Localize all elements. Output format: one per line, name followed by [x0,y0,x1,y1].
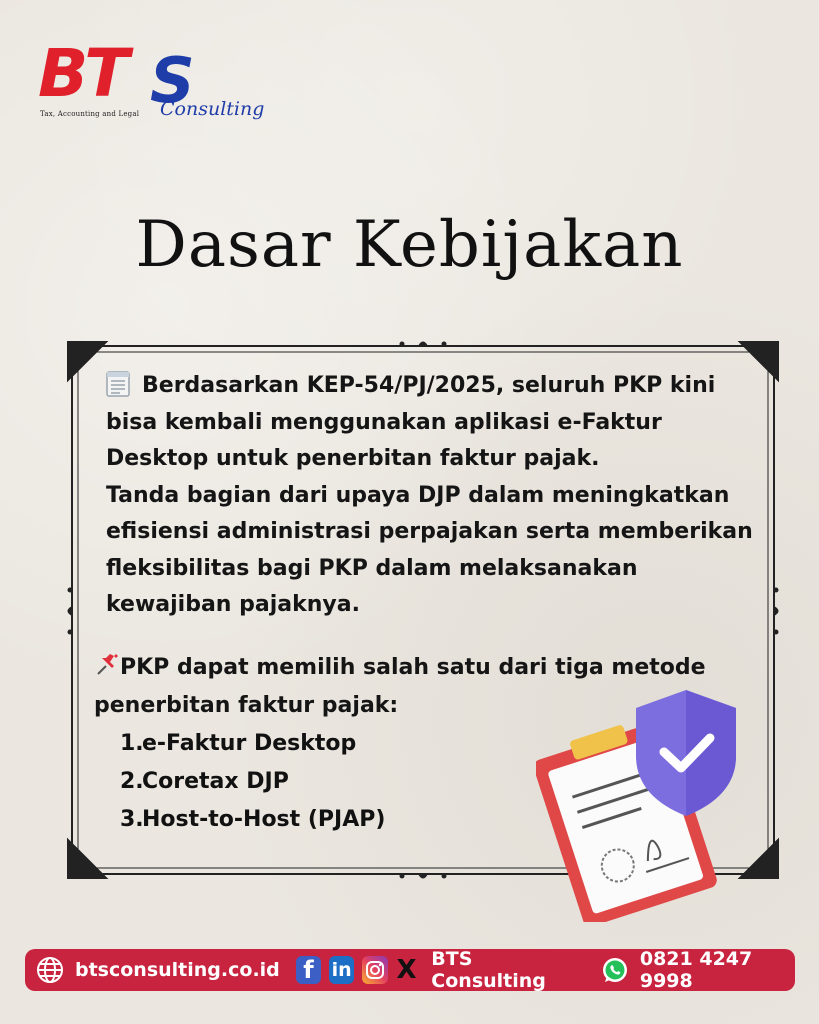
whatsapp-icon[interactable] [600,955,630,985]
linkedin-icon[interactable]: in [329,956,354,984]
instagram-icon[interactable] [362,956,387,984]
pushpin-icon [94,652,120,678]
methods-list [120,725,385,839]
svg-text:S: S [150,44,195,117]
page-title: Dasar Kebijakan [135,208,684,282]
brand-name: BTS Consulting [431,948,546,992]
list-item: 1. e-Faktur Desktop [120,731,357,756]
phone-number[interactable]: 0821 4247 9998 [639,948,753,992]
website-link[interactable]: btsconsulting.co.id [75,959,280,981]
globe-icon [35,955,65,985]
memo-icon [106,371,130,397]
list-item: 2. Coretax DJP [120,769,289,794]
paragraph1-text: Berdasarkan KEP-54/PJ/2025, seluruh PKP kini bisa kembali menggunakan aplikasi e-Faktur Desktop untuk penerbitan faktur pajak. [106,373,716,471]
x-icon[interactable]: X [396,955,417,985]
clipboard-shield-illustration [536,686,746,922]
paragraph1-text2: Tanda bagian dari upaya DJP dalam meningkatkan efisiensi administrasi perpajakan serta memberikan fleksibilitas bagi PKP dalam melaksanakan kewajiban pajaknya. [106,482,753,617]
logo-subtitle: Consulting [160,98,265,120]
facebook-icon[interactable]: f [296,956,321,984]
list-item: 3. Host-to-Host (PJAP) [120,807,386,832]
logo-tagline: Tax, Accounting and Legal [40,110,140,118]
paragraph2-text: PKP dapat memilih salah satu dari tiga metode penerbitan faktur pajak: [94,655,706,718]
footer-bar [25,949,795,991]
svg-text:BT: BT [38,36,126,112]
policy-paragraph [106,368,756,624]
